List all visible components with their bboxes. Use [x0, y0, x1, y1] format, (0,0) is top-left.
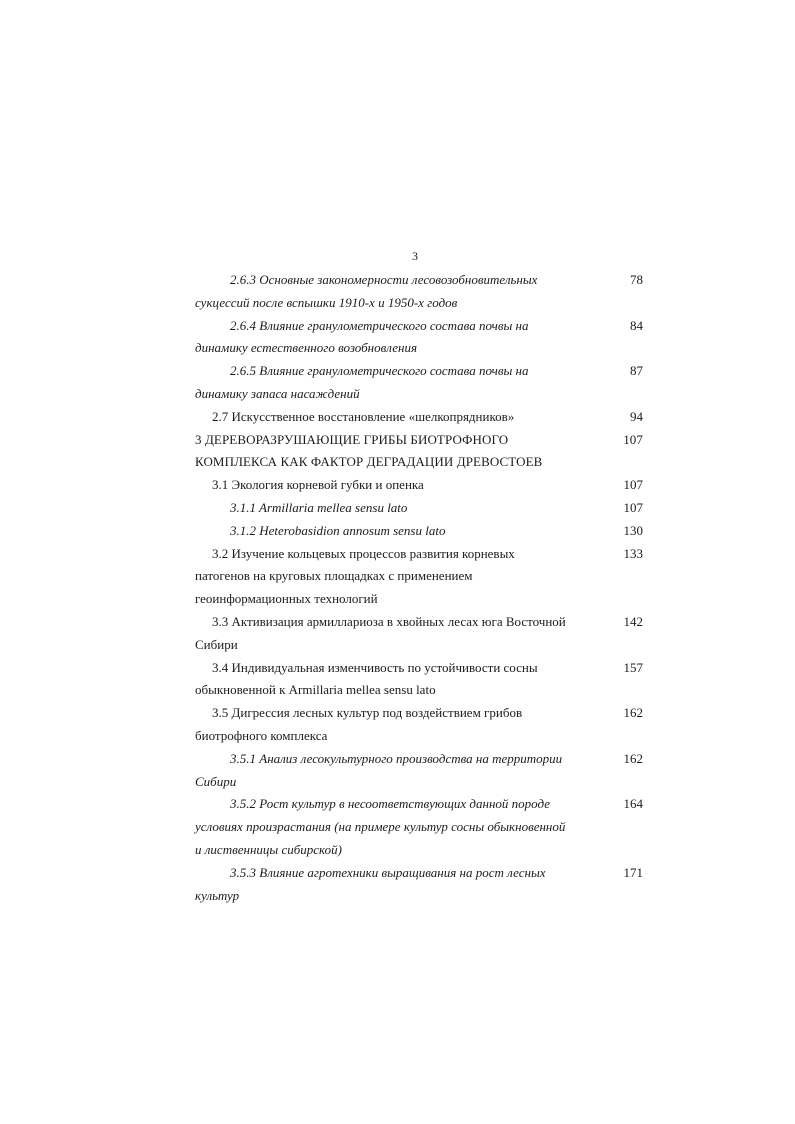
- toc-entry-line: 3.1.1 Armillaria mellea sensu lato: [230, 499, 408, 515]
- toc-entry: [0, 657, 795, 703]
- toc-entry-line: сукцессий после вспышки 1910-х и 1950-х годов: [195, 294, 458, 310]
- table-of-contents: [0, 269, 795, 907]
- toc-page-number: 157: [623, 659, 643, 675]
- toc-page-number: 84: [630, 317, 643, 333]
- toc-entry-line: 2.6.3 Основные закономерности лесовозобновительных: [230, 272, 538, 287]
- toc-entry-line: геоинформационных технологий: [195, 591, 378, 607]
- toc-page-number: 78: [630, 272, 643, 287]
- toc-page-number: 142: [623, 613, 643, 629]
- toc-entry-line: 3.2 Изучение кольцевых процессов развития корневых: [212, 545, 515, 561]
- toc-entry-line: 3.5 Дигрессия лесных культур под воздействием грибов: [212, 705, 523, 721]
- toc-entry-line: КОМПЛЕКСА КАК ФАКТОР ДЕГРАДАЦИИ ДРЕВОСТОЕВ: [195, 454, 543, 470]
- toc-entry-line: 2.6.4 Влияние гранулометрического состава почвы на: [230, 317, 529, 333]
- toc-entry-line: 3.5.1 Анализ лесокультурного производства на территории: [230, 750, 563, 766]
- toc-entry-line: 3.1.2 Heterobasidion annosum sensu lato: [230, 522, 446, 538]
- toc-entry-line: Сибири: [195, 636, 238, 652]
- toc-entry: [0, 543, 795, 611]
- toc-entry-line: динамику запаса насаждений: [195, 385, 360, 401]
- toc-entry-line: динамику естественного возобновления: [195, 340, 417, 356]
- toc-entry: [0, 520, 795, 543]
- toc-entry-line: 3.1 Экология корневой губки и опенка: [212, 477, 424, 493]
- toc-page-number: 162: [623, 705, 643, 721]
- toc-entry-line: обыкновенной к Armillaria mellea sensu lato: [195, 682, 436, 698]
- toc-page-number: 107: [623, 499, 643, 515]
- toc-entry: [0, 748, 795, 794]
- toc-entry: [0, 269, 795, 315]
- toc-entry-line: Сибири: [195, 773, 237, 789]
- toc-page-number: 94: [630, 408, 643, 424]
- toc-entry-line: 3.5.3 Влияние агротехники выращивания на рост лесных: [230, 864, 546, 880]
- toc-entry: [0, 497, 795, 520]
- toc-entry-line: 3.5.2 Рост культур в несоответствующих данной породе: [230, 796, 550, 812]
- toc-entry: [0, 793, 795, 861]
- toc-entry: [0, 406, 795, 429]
- toc-entry: [0, 862, 795, 908]
- toc-page-number: 133: [623, 545, 643, 561]
- toc-entry: [0, 474, 795, 497]
- toc-page-number: 162: [623, 750, 643, 766]
- toc-entry-line: патогенов на круговых площадках с применением: [195, 568, 473, 584]
- toc-page-number: 130: [623, 522, 643, 538]
- toc-page-number: 164: [623, 796, 643, 812]
- toc-page-number: 107: [623, 431, 643, 447]
- page-number: 3: [412, 249, 418, 263]
- toc-entry-line: 2.6.5 Влияние гранулометрического состава почвы на: [230, 363, 529, 379]
- toc-entry-line: и лиственницы сибирской): [195, 841, 342, 857]
- toc-chapter-heading: [0, 429, 795, 475]
- toc-entry-line: 3.3 Активизация армиллариоза в хвойных лесах юга Восточной: [212, 613, 566, 629]
- toc-entry-line: культур: [195, 887, 240, 903]
- toc-entry: [0, 611, 795, 657]
- toc-entry-line: условиях произрастания (на примере культур сосны обыкновенной: [195, 819, 566, 835]
- toc-entry: [0, 702, 795, 748]
- toc-entry-line: 3.4 Индивидуальная изменчивость по устойчивости сосны: [212, 659, 538, 675]
- toc-page-number: 87: [630, 363, 643, 379]
- toc-entry-line: биотрофного комплекса: [195, 727, 328, 743]
- toc-entry-line: 3 ДЕРЕВОРАЗРУШАЮЩИЕ ГРИБЫ БИОТРОФНОГО: [195, 431, 509, 447]
- toc-entry-line: 2.7 Искусственное восстановление «шелкопрядников»: [212, 408, 515, 424]
- toc-entry: [0, 360, 795, 406]
- toc-page-number: 171: [623, 864, 643, 880]
- toc-page-number: 107: [623, 477, 643, 493]
- toc-entry: [0, 315, 795, 361]
